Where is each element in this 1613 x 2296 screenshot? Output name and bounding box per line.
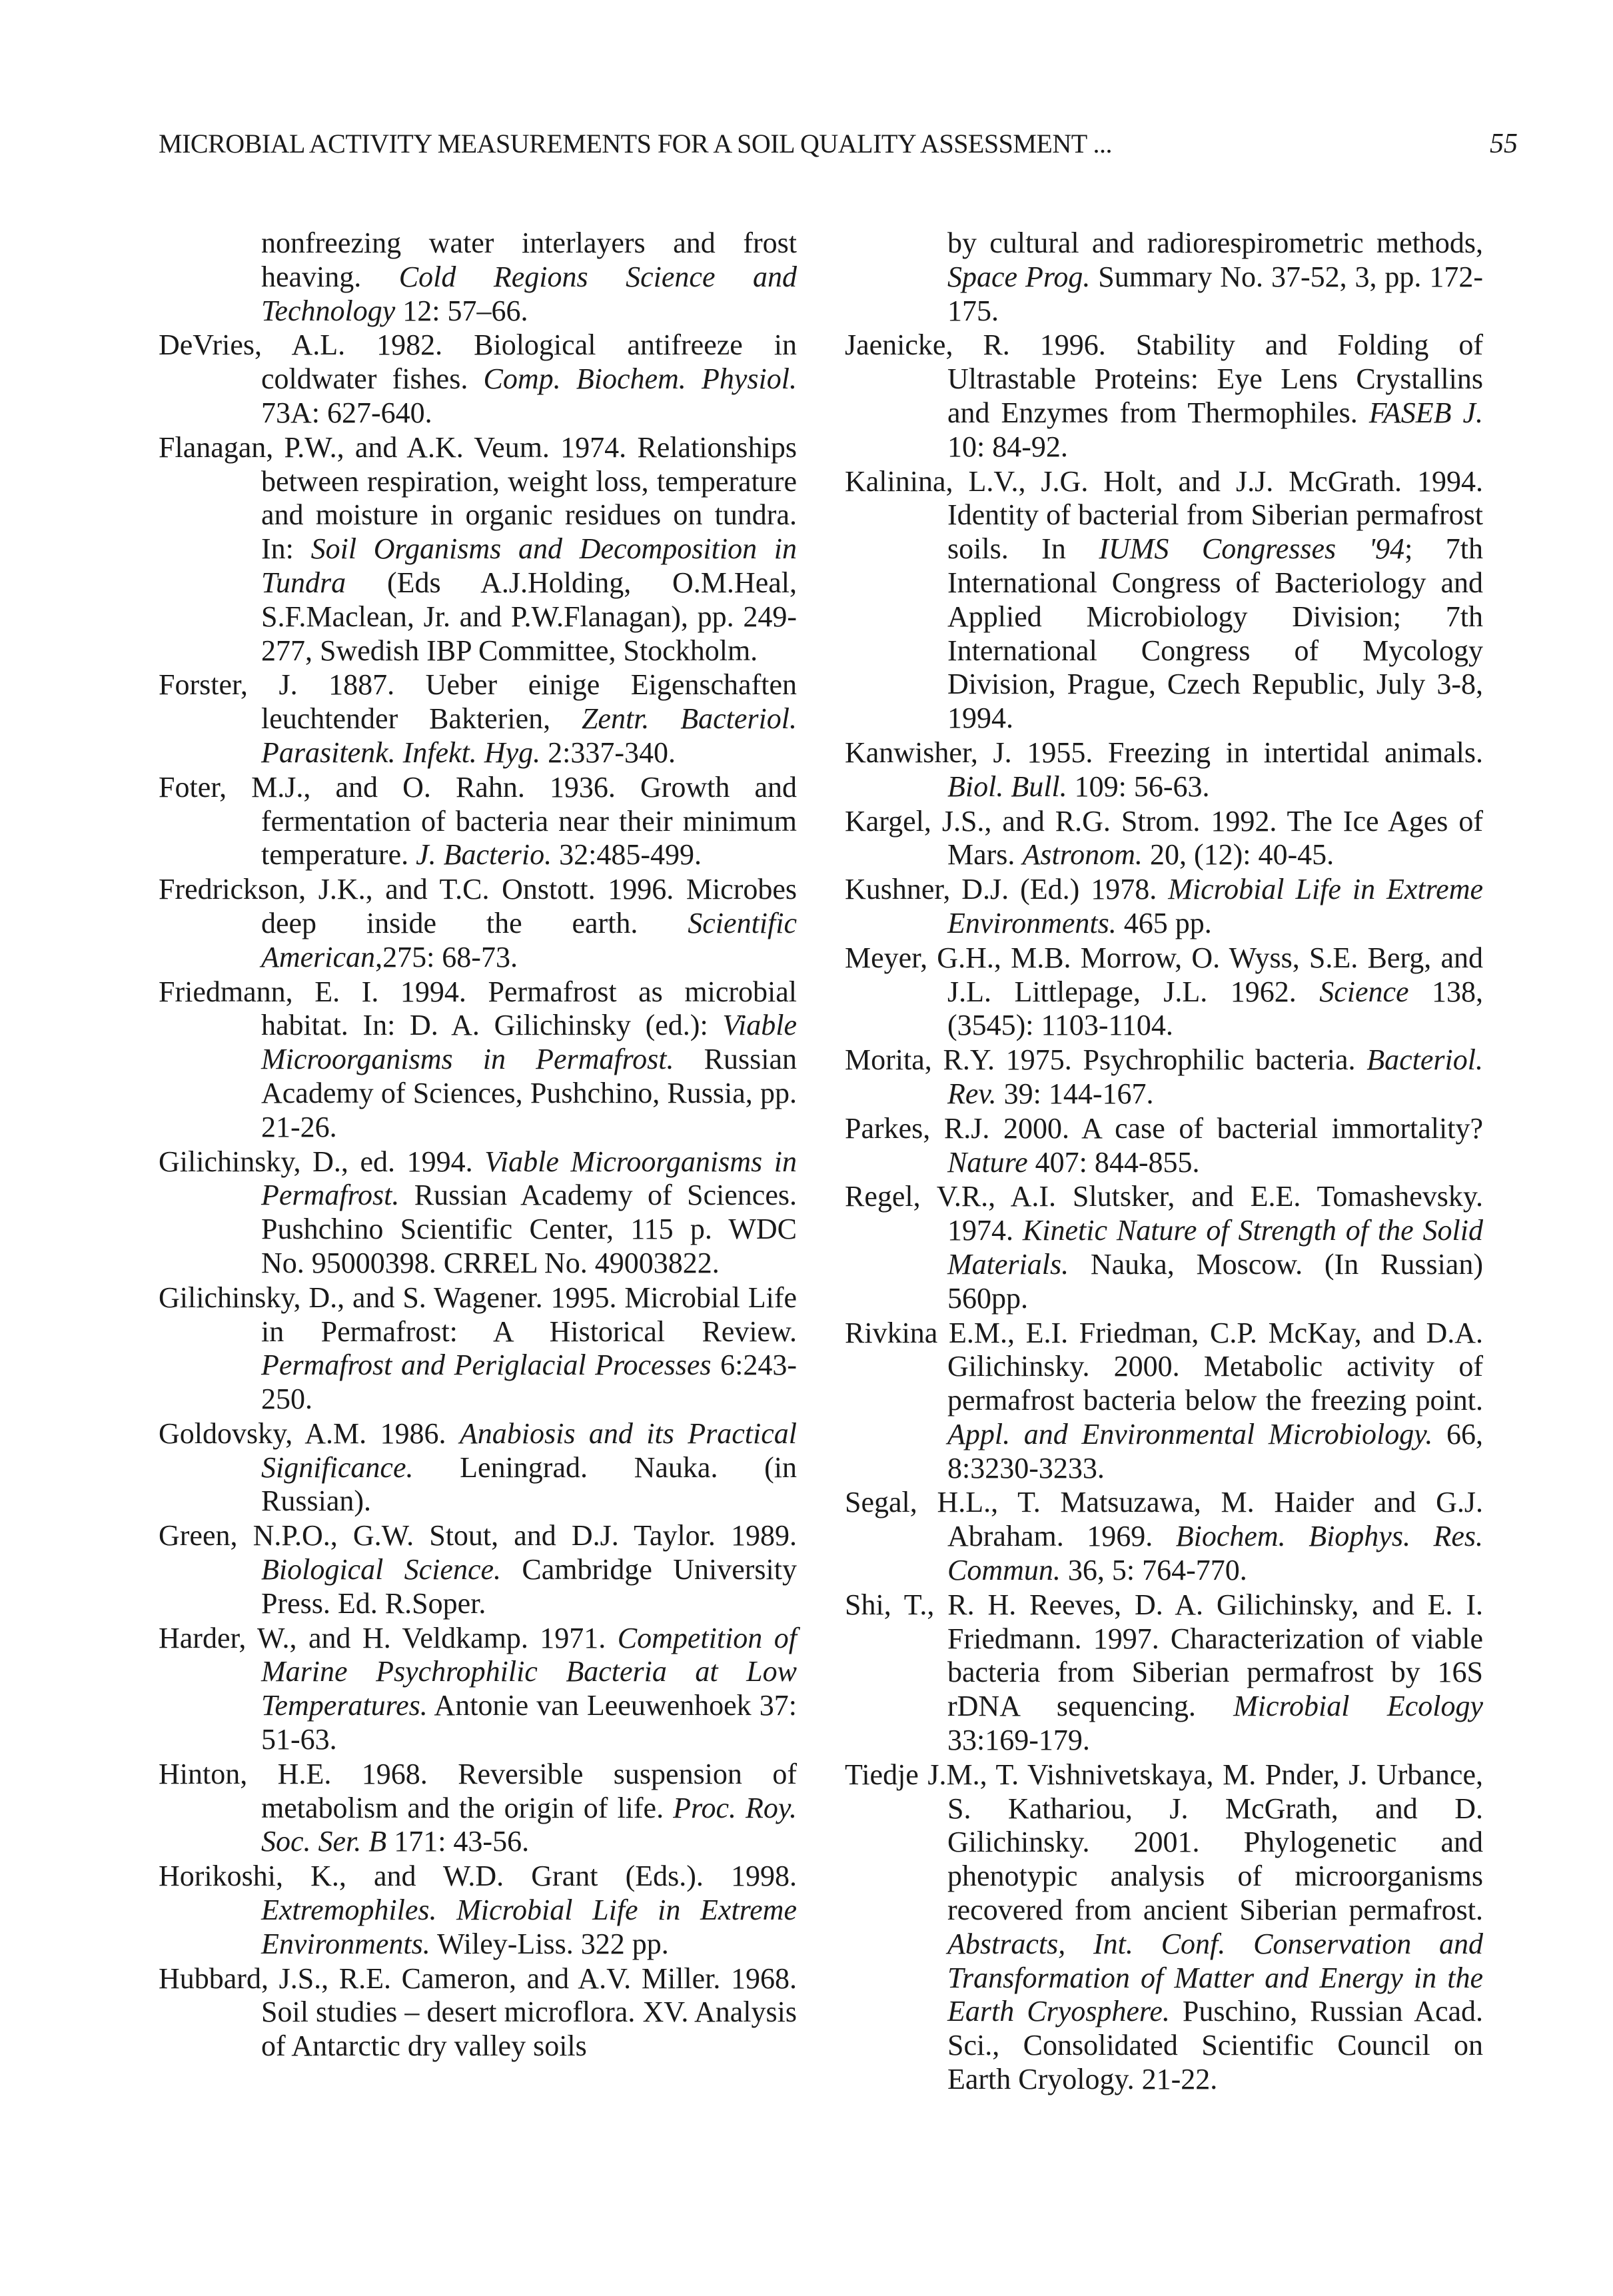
reference-entry xyxy=(845,805,1483,873)
reference-entry xyxy=(845,465,1483,736)
reference-text: Leningrad. Nauka. (in Russian). xyxy=(261,1450,797,1518)
reference-text: DeVries, A.L. 1982. Biological antifreeze in coldwater fishes. xyxy=(159,328,797,396)
reference-text: Segal, H.L., T. Matsuzawa, M. Haider and G.J. Abraham. 1969. xyxy=(845,1486,1483,1553)
reference-entry xyxy=(845,1180,1483,1315)
reference-entry xyxy=(845,1486,1483,1587)
reference-text: 32:485-499. xyxy=(552,838,702,871)
reference-italic-text: Microbial Ecology xyxy=(1233,1690,1483,1723)
reference-text: 2:337-340. xyxy=(540,736,676,769)
reference-italic-text: Scientific American xyxy=(261,906,797,973)
reference-entry xyxy=(159,873,797,974)
reference-text: Rivkina E.M., E.I. Friedman, C.P. McKay, and D.A. Gilichinsky. 2000. Metabolic activity of permafrost bacteria below the freezing point. xyxy=(845,1316,1483,1417)
page-number: 55 xyxy=(1490,129,1518,159)
reference-continuation xyxy=(845,227,1483,328)
reference-entry xyxy=(159,771,797,872)
reference-text: ,275: 68-73. xyxy=(375,940,518,973)
reference-entry xyxy=(159,975,797,1145)
reference-italic-text: Nature xyxy=(947,1145,1028,1179)
reference-text: Shi, T., R. H. Reeves, D. A. Gilichinsky, and E. I. Friedmann. 1997. Characterization of viable bacteria from Siberian permafrost by 16S rDNA sequencing. xyxy=(845,1588,1483,1723)
reference-entry xyxy=(159,1962,797,2063)
reference-italic-text: Cold Regions Science and Technology xyxy=(261,260,797,327)
reference-italic-text: Viable Microorganisms in Permafrost. xyxy=(261,1009,797,1076)
reference-text: Horikoshi, K., and W.D. Grant (Eds.). 1998. xyxy=(159,1860,797,1893)
reference-text: Forster, J. 1887. Ueber einige Eigenschaften leuchtender Bakterien, xyxy=(159,668,797,736)
reference-text: Kushner, D.J. (Ed.) 1978. xyxy=(845,873,1169,906)
reference-text: 66, 8:3230-3233. xyxy=(947,1417,1483,1484)
reference-text: Kargel, J.S., and R.G. Strom. 1992. The Ice Ages of Mars. xyxy=(845,804,1483,871)
reference-text: Nauka, Moscow. (In Russian) 560pp. xyxy=(947,1247,1483,1315)
reference-text: 407: 844-855. xyxy=(1027,1145,1200,1179)
reference-text: Hubbard, J.S., R.E. Cameron, and A.V. Miller. 1968. Soil studies – desert microflora. XV. Analysis of Antarctic dry valley soils xyxy=(159,1962,797,2063)
reference-italic-text: Competition of Marine Psychrophilic Bacteria at Low Temperatures. xyxy=(261,1621,797,1722)
reference-text: Goldovsky, A.M. 1986. xyxy=(159,1417,460,1450)
reference-italic-text: Microbial Life in Extreme Environments. xyxy=(947,873,1483,939)
reference-entry xyxy=(159,668,797,770)
reference-italic-text: Viable Microorganisms in Permafrost. xyxy=(261,1145,797,1212)
reference-text: Wiley-Liss. 322 pp. xyxy=(430,1927,669,1960)
reference-italic-text: Biochem. Biophys. Res. Commun. xyxy=(947,1520,1483,1587)
reference-italic-text: Biol. Bull. xyxy=(947,770,1067,803)
reference-text: 39: 144-167. xyxy=(996,1077,1154,1110)
reference-text: 36, 5: 764-770. xyxy=(1060,1554,1247,1587)
reference-entry xyxy=(845,873,1483,941)
reference-entry xyxy=(845,1317,1483,1486)
reference-text: ; 7th International Congress of Bacteriology and Applied Microbiology Division; 7th International Congress of Mycology Division, Prague, Czech Republic, July 3-8, 1994. xyxy=(947,532,1483,735)
reference-text: Fredrickson, J.K., and T.C. Onstott. 1996. Microbes deep inside the earth. xyxy=(159,873,797,939)
reference-entry xyxy=(159,1622,797,1757)
reference-italic-text: Anabiosis and its Practical Significance. xyxy=(261,1417,797,1484)
reference-entry xyxy=(845,328,1483,464)
reference-italic-text: Bacteriol. Rev. xyxy=(947,1043,1483,1110)
reference-entry xyxy=(845,1043,1483,1111)
reference-italic-text: Astronom. xyxy=(1022,838,1143,871)
reference-text: by cultural and radiorespirometric methods, xyxy=(947,227,1483,259)
reference-text: 12: 57–66. xyxy=(395,294,528,327)
reference-italic-text: Science xyxy=(1319,975,1409,1008)
reference-entry xyxy=(845,736,1483,804)
reference-italic-text: Appl. and Environmental Microbiology. xyxy=(947,1417,1433,1450)
left-column-references xyxy=(159,227,797,2064)
right-column-references xyxy=(845,227,1483,2097)
reference-text: Russian Academy of Sciences. Pushchino Scientific Center, 115 p. WDC No. 95000398. CRREL No. 49003822. xyxy=(261,1179,797,1279)
reference-italic-text: Biological Science. xyxy=(261,1553,502,1586)
reference-text: 171: 43-56. xyxy=(386,1825,530,1858)
reference-entry xyxy=(159,431,797,668)
reference-entry xyxy=(845,1758,1483,2097)
reference-text: Green, N.P.O., G.W. Stout, and D.J. Taylor. 1989. xyxy=(159,1519,797,1552)
reference-italic-text: J. Bacterio. xyxy=(416,838,552,871)
reference-text: 465 pp. xyxy=(1116,906,1212,939)
reference-continuation xyxy=(159,227,797,328)
reference-entry xyxy=(159,1417,797,1518)
reference-text: nonfreezing water interlayers and frost heaving. xyxy=(261,227,797,293)
reference-entry xyxy=(845,1112,1483,1180)
reference-italic-text: Extremophiles. Microbial Life in Extreme Environments. xyxy=(261,1894,797,1960)
reference-text: Gilichinsky, D., ed. 1994. xyxy=(159,1145,485,1178)
reference-text: Friedmann, E. I. 1994. Permafrost as microbial habitat. In: D. A. Gilichinsky (ed.): xyxy=(159,975,797,1042)
reference-text: Kanwisher, J. 1955. Freezing in intertidal animals. xyxy=(845,736,1483,769)
reference-italic-text: IUMS Congresses '94 xyxy=(1099,532,1405,566)
reference-entry xyxy=(159,328,797,430)
reference-text: 138, (3545): 1103-1104. xyxy=(947,975,1484,1042)
reference-text: Hinton, H.E. 1968. Reversible suspension of metabolism and the origin of life. xyxy=(159,1757,797,1824)
reference-text: 33:169-179. xyxy=(947,1724,1090,1757)
reference-text: Cambridge University Press. Ed. R.Soper. xyxy=(261,1553,797,1620)
page-header xyxy=(159,128,1518,168)
reference-text: Antonie van Leeuwenhoek 37: 51-63. xyxy=(261,1689,797,1756)
reference-text: Gilichinsky, D., and S. Wagener. 1995. Microbial Life in Permafrost: A Historical Review. xyxy=(159,1281,797,1348)
reference-text: Meyer, G.H., M.B. Morrow, O. Wyss, S.E. Berg, and J.L. Littlepage, J.L. 1962. xyxy=(845,941,1483,1008)
reference-text: Russian Academy of Sciences, Pushchino, Russia, pp. 21-26. xyxy=(261,1043,797,1143)
reference-text: Summary No. 37-52, 3, pp. 172-175. xyxy=(947,260,1483,327)
reference-italic-text: Soil Organisms and Decomposition in Tundra xyxy=(261,532,797,599)
reference-italic-text: FASEB J. xyxy=(1368,396,1483,429)
reference-entry xyxy=(845,941,1483,1043)
reference-text: 109: 56-63. xyxy=(1067,770,1210,803)
reference-entry xyxy=(159,1519,797,1620)
reference-text: Morita, R.Y. 1975. Psychrophilic bacteria. xyxy=(845,1043,1367,1077)
reference-italic-text: Abstracts, Int. Conf. Conservation and Transformation of Matter and Energy in the Earth Cryosphere. xyxy=(947,1927,1483,2028)
reference-text: Foter, M.J., and O. Rahn. 1936. Growth and fermentation of bacteria near their minimum temperature. xyxy=(159,770,797,871)
running-head: MICROBIAL ACTIVITY MEASUREMENTS FOR A SOIL QUALITY ASSESSMENT ... xyxy=(159,129,1112,159)
reference-text: Tiedje J.M., T. Vishnivetskaya, M. Pnder, J. Urbance, S. Kathariou, J. McGrath, and D. Gilichinsky. 2001. Phylogenetic and phenotypic analysis of microorganisms recovered from ancient Siberian permafrost. xyxy=(845,1758,1483,1927)
reference-text: Harder, W., and H. Veldkamp. 1971. xyxy=(159,1621,618,1654)
reference-text: Regel, V.R., A.I. Slutsker, and E.E. Tomashevsky. 1974. xyxy=(845,1180,1483,1247)
reference-italic-text: Space Prog. xyxy=(947,260,1091,293)
reference-entry xyxy=(159,1145,797,1281)
reference-text: 73A: 627-640. xyxy=(261,396,432,429)
reference-italic-text: Permafrost and Periglacial Processes xyxy=(261,1349,712,1382)
reference-italic-text: Zentr. Bacteriol. Parasitenk. Infekt. Hyg. xyxy=(261,702,797,769)
reference-text: Kalinina, L.V., J.G. Holt, and J.J. McGrath. 1994. Identity of bacterial from Siberian permafrost soils. In xyxy=(845,464,1483,566)
reference-italic-text: Kinetic Nature of Strength of the Solid Materials. xyxy=(947,1214,1484,1281)
reference-entry xyxy=(845,1588,1483,1758)
reference-entry xyxy=(159,1758,797,1859)
reference-entry xyxy=(159,1860,797,1961)
reference-italic-text: Proc. Roy. Soc. Ser. B xyxy=(261,1791,797,1858)
reference-text: 6:243-250. xyxy=(261,1349,797,1416)
reference-text: Puschino, Russian Acad. Sci., Consolidated Scientific Council on Earth Cryology. 21-22. xyxy=(947,1995,1483,2096)
reference-text: Flanagan, P.W., and A.K. Veum. 1974. Relationships between respiration, weight loss, temperature and moisture in organic residues on tundra. In: xyxy=(159,430,797,566)
reference-italic-text: Comp. Biochem. Physiol. xyxy=(483,362,797,396)
reference-text: Jaenicke, R. 1996. Stability and Folding of Ultrastable Proteins: Eye Lens Crystallins and Enzymes from Thermophiles. xyxy=(845,328,1483,429)
reference-text: 20, (12): 40-45. xyxy=(1142,838,1335,871)
reference-text: Parkes, R.J. 2000. A case of bacterial immortality? xyxy=(845,1111,1483,1145)
reference-text: 10: 84-92. xyxy=(947,430,1068,463)
reference-entry xyxy=(159,1281,797,1417)
reference-text: (Eds A.J.Holding, O.M.Heal, S.F.Maclean, Jr. and P.W.Flanagan), pp. 249-277, Swedish IBP Committee, Stockholm. xyxy=(261,566,797,667)
